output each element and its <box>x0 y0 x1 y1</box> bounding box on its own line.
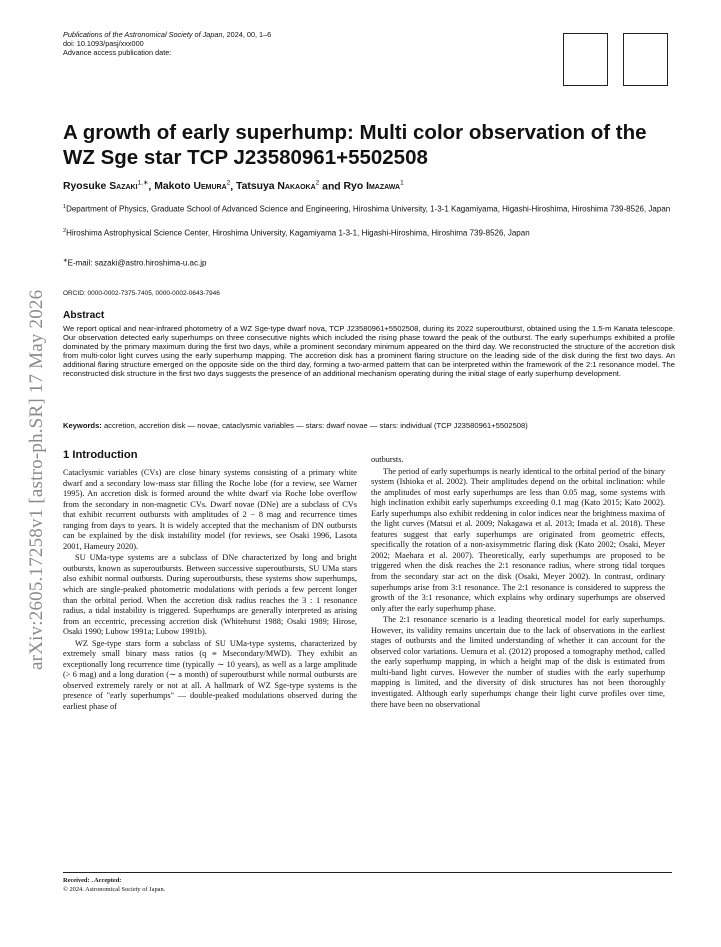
paragraph: The 2:1 resonance scenario is a leading theoretical model for early superhumps. However, its validity remains uncertain due to the lack of observations in the earliest stages of outbursts and the limited understanding of whether it can account for the observed color variations. Uemura et al. (2012) proposed a tomography method, called the early superhump mapping, in which a height map of the disk is estimated from multi-band light curves. However the number of studies with the early superhump mapping is limited, and the diversity of disk structures has not been thoroughly investigated. Although early superhumps change their light curve profiles over time, there have been no observational <box>371 615 665 709</box>
journal-name: Publications of the Astronomical Society of Japan <box>63 30 223 39</box>
affiliation: $^1$Department of Physics, Graduate School of Advanced Science and Engineering, Hiroshima University, 1-3-1 Kagamiyama, Higashi-Hiroshima, Hiroshima 739-8526, Japan <box>63 204 671 214</box>
author-separator: , <box>148 181 155 193</box>
affiliation: $^2$Hiroshima Astrophysical Science Center, Hiroshima University, Kagamiyama 1-3-1, Higashi-Hiroshima, Hiroshima 739-8526, Japan <box>63 228 530 238</box>
footer-divider <box>63 872 672 873</box>
arxiv-stamp-text: arXiv:2605.17258v1 [astro-ph.SR] 17 May 2026 <box>26 289 47 670</box>
abstract-text: We report optical and near-infrared photometry of a WZ Sge-type dwarf nova, TCP J23580961+5502508, during its 2022 superoutburst, obtained using the 1.5-m Kanata telescope. Our observation detected early superhumps on three consecutive nights which included the rising phase toward the peak of the outburst. The early superhumps exhibited a profile dominated by the primary maximum during the first two days, while a prominent secondary minimum appeared on the third day. We reconstructed the structure of the accretion disk from multi-color light curves using the early superhump mapping. The accretion disk has a prominent flaring structure on the leading side of the disk during the first two days. An additional flaring structure emerged on the opposite side on the third day, forming a two-armed pattern that can be interpreted within the framework of the 2:1 resonance model. The reconstructed disk structure in the first two days suggests the presence of an additional mechanism operating during the initial stage of early superhump development. <box>63 324 675 379</box>
author-separator: , <box>230 181 237 193</box>
doi-line: doi: 10.1093/pasj/xxx000 <box>63 39 144 48</box>
keywords <box>63 421 675 430</box>
keywords-text: accretion, accretion disk — novae, cataclysmic variables — stars: dwarf novae — stars: individual (TCP J23580961+5502508) <box>101 421 528 430</box>
paragraph: The period of early superhumps is nearly identical to the orbital period of the binary system (Ishioka et al. 2002). Their amplitudes depend on the orbital inclination: while the amplitudes of most early superhumps are less than 0.05 mag, some systems with high inclination exhibit early superhumps exceeding 0.1 mag (Kato 2015; Kato 2002). Early superhumps also exhibit reddening in color indices near the brightness maxima of the light curves (Matsui et al. 2009; Nakagawa et al. 2013; Imada et al. 2018). These features suggest that early superhumps are originated from geometric effects, specifically the rotation of a non-axisymmetric flaring disk (Kato 2002; Osaki, Meyer 2002; Maehara et al. 2007). Theoretically, early superhumps are proposed to be triggered when the disk reaches the 2:1 resonance radius, where strong tidal torques from the secondary star act on the disk (Osaki, Meyer 2002). In contrast, ordinary superhumps arise from 3:1 resonance. The 2:1 resonance is considered to suppress the growth of the 3:1 resonance, which explains why ordinary superhumps are observed only after the early superhump phase. <box>371 466 665 613</box>
author: Makoto Uemura$^2$ <box>154 180 231 193</box>
section-heading: 1 Introduction <box>63 449 138 461</box>
copyright-line: © 2024. Astronomical Society of Japan. <box>63 886 166 893</box>
journal-logo-box-left <box>563 33 608 86</box>
author-separator: and <box>319 181 344 193</box>
paragraph: outbursts. <box>371 455 404 464</box>
citation-rest: , 2024, 00, 1–6 <box>222 30 272 39</box>
paragraph: Cataclysmic variables (CVs) are close binary systems consisting of a primary white dwarf and a secondary low-mass star filling the Roche lobe (for a review, see Warner 1995). An accretion disk is formed around the white dwarf via Roche lobe overflow from the secondary in non-magnetic CVs. Dwarf novae (DNe) are a subclass of CVs that exhibit recurrent outbursts with amplitudes of 2 − 8 mag and recurrence times ranging from days to years. It is widely accepted that the mechanism of DN outbursts can be explained by the disk instability model (for reviews, see Osaki 1996, Lasota 2001, Hameury 2020). <box>63 468 357 551</box>
received-line: Received: . Accepted: <box>63 877 122 884</box>
footer <box>63 876 165 894</box>
journal-logo-box-right <box>623 33 668 86</box>
paper-title: A growth of early superhump: Multi color observation of the WZ Sge star TCP J23580961+5502508 <box>63 121 647 169</box>
citation-line <box>63 30 271 39</box>
paragraph: WZ Sge-type stars form a subclass of SU UMa-type systems, characterized by extremely small binary mass ratios (q ≡ Msecondary/MWD). They exhibit an exceptionally long recurrence time (typically ∼ 10 years), as well as a large amplitude (> 6 mag) and a long duration (∼ a month) of superoutburst while normal outbursts are observed extremely rarely or not at all. A hallmark of WZ Sge-type systems is the presence of "early superhumps" — double-peaked modulations observed during the earliest phase of <box>63 638 357 712</box>
email-line: ∗E-mail: sazaki@astro.hiroshima-u.ac.jp <box>63 258 207 268</box>
author: Ryo Imazawa$^1$ <box>343 180 404 193</box>
orcid-line: ORCID: 0000-0002-7375-7405, 0000-0002-0643-7946 <box>63 290 220 297</box>
author: Ryosuke Sazaki$^{1,∗}$ <box>63 180 149 193</box>
abstract-heading: Abstract <box>63 310 105 321</box>
author: Tatsuya Nakaoka$^2$ <box>236 180 320 193</box>
body-column-left <box>63 468 357 713</box>
journal-header <box>63 30 271 57</box>
paragraph: SU UMa-type systems are a subclass of DNe characterized by long and bright outbursts, known as superoutbursts. Between successive superoutbursts, SU UMa stars also exhibit normal outbursts. During superoutbursts, these systems show superhumps, which are single-peaked photometric modulations with periods a few percent longer than the orbital period. When the accretion disk radius reaches the 3 : 1 resonance radius, a tidal instability is triggered. Superhumps are generally interpreted as arising from an eccentric, precessing accretion disk (Whitehurst 1988; Osaki 1989; Hirose, Osaki 1990; Lubow 1991a; Lubow 1991b). <box>63 553 357 637</box>
keywords-label: Keywords: <box>63 421 102 430</box>
body-column-right <box>371 455 665 710</box>
advance-access-line: Advance access publication date: <box>63 48 172 57</box>
author-list <box>63 179 404 192</box>
arxiv-identifier-stamp <box>6 240 46 680</box>
